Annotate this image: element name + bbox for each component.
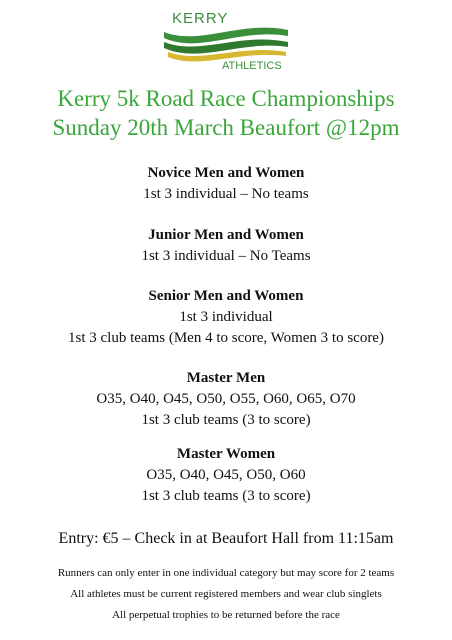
event-date-location: Sunday 20th March Beaufort @12pm bbox=[52, 115, 400, 140]
section-heading: Master Women bbox=[176, 446, 276, 462]
logo-athletics-text: ATHLETICS bbox=[222, 60, 282, 72]
event-title: Kerry 5k Road Race Championships bbox=[57, 86, 395, 111]
section-master-women bbox=[0, 444, 452, 507]
section-novice bbox=[0, 163, 452, 205]
section-senior bbox=[0, 286, 452, 349]
section-line: 1st 3 individual – No Teams bbox=[141, 248, 311, 264]
note-line: Runners can only enter in one individual category but may score for 2 teams bbox=[57, 567, 395, 579]
section-line: 1st 3 club teams (3 to score) bbox=[141, 488, 311, 504]
section-heading: Senior Men and Women bbox=[148, 288, 304, 304]
rules-notes bbox=[0, 563, 452, 626]
kerry-athletics-logo bbox=[160, 10, 292, 76]
section-heading: Master Men bbox=[186, 370, 266, 386]
logo-kerry-text: KERRY bbox=[172, 10, 229, 27]
section-heading: Junior Men and Women bbox=[148, 227, 304, 243]
section-line: 1st 3 individual bbox=[179, 309, 273, 325]
section-line: O35, O40, O45, O50, O55, O60, O65, O70 bbox=[96, 391, 356, 407]
entry-info: Entry: €5 – Check in at Beaufort Hall from 11:15am bbox=[58, 530, 394, 547]
section-heading: Novice Men and Women bbox=[147, 165, 305, 181]
note-line: All athletes must be current registered members and wear club singlets bbox=[70, 588, 382, 600]
section-line: 1st 3 club teams (3 to score) bbox=[141, 412, 311, 428]
section-line: 1st 3 individual – No teams bbox=[143, 186, 309, 202]
section-master-men bbox=[0, 368, 452, 431]
section-line: 1st 3 club teams (Men 4 to score, Women 3 to score) bbox=[68, 330, 384, 346]
note-line: All perpetual trophies to be returned before the race bbox=[112, 609, 340, 621]
section-junior bbox=[0, 225, 452, 267]
section-line: O35, O40, O45, O50, O60 bbox=[146, 467, 306, 483]
